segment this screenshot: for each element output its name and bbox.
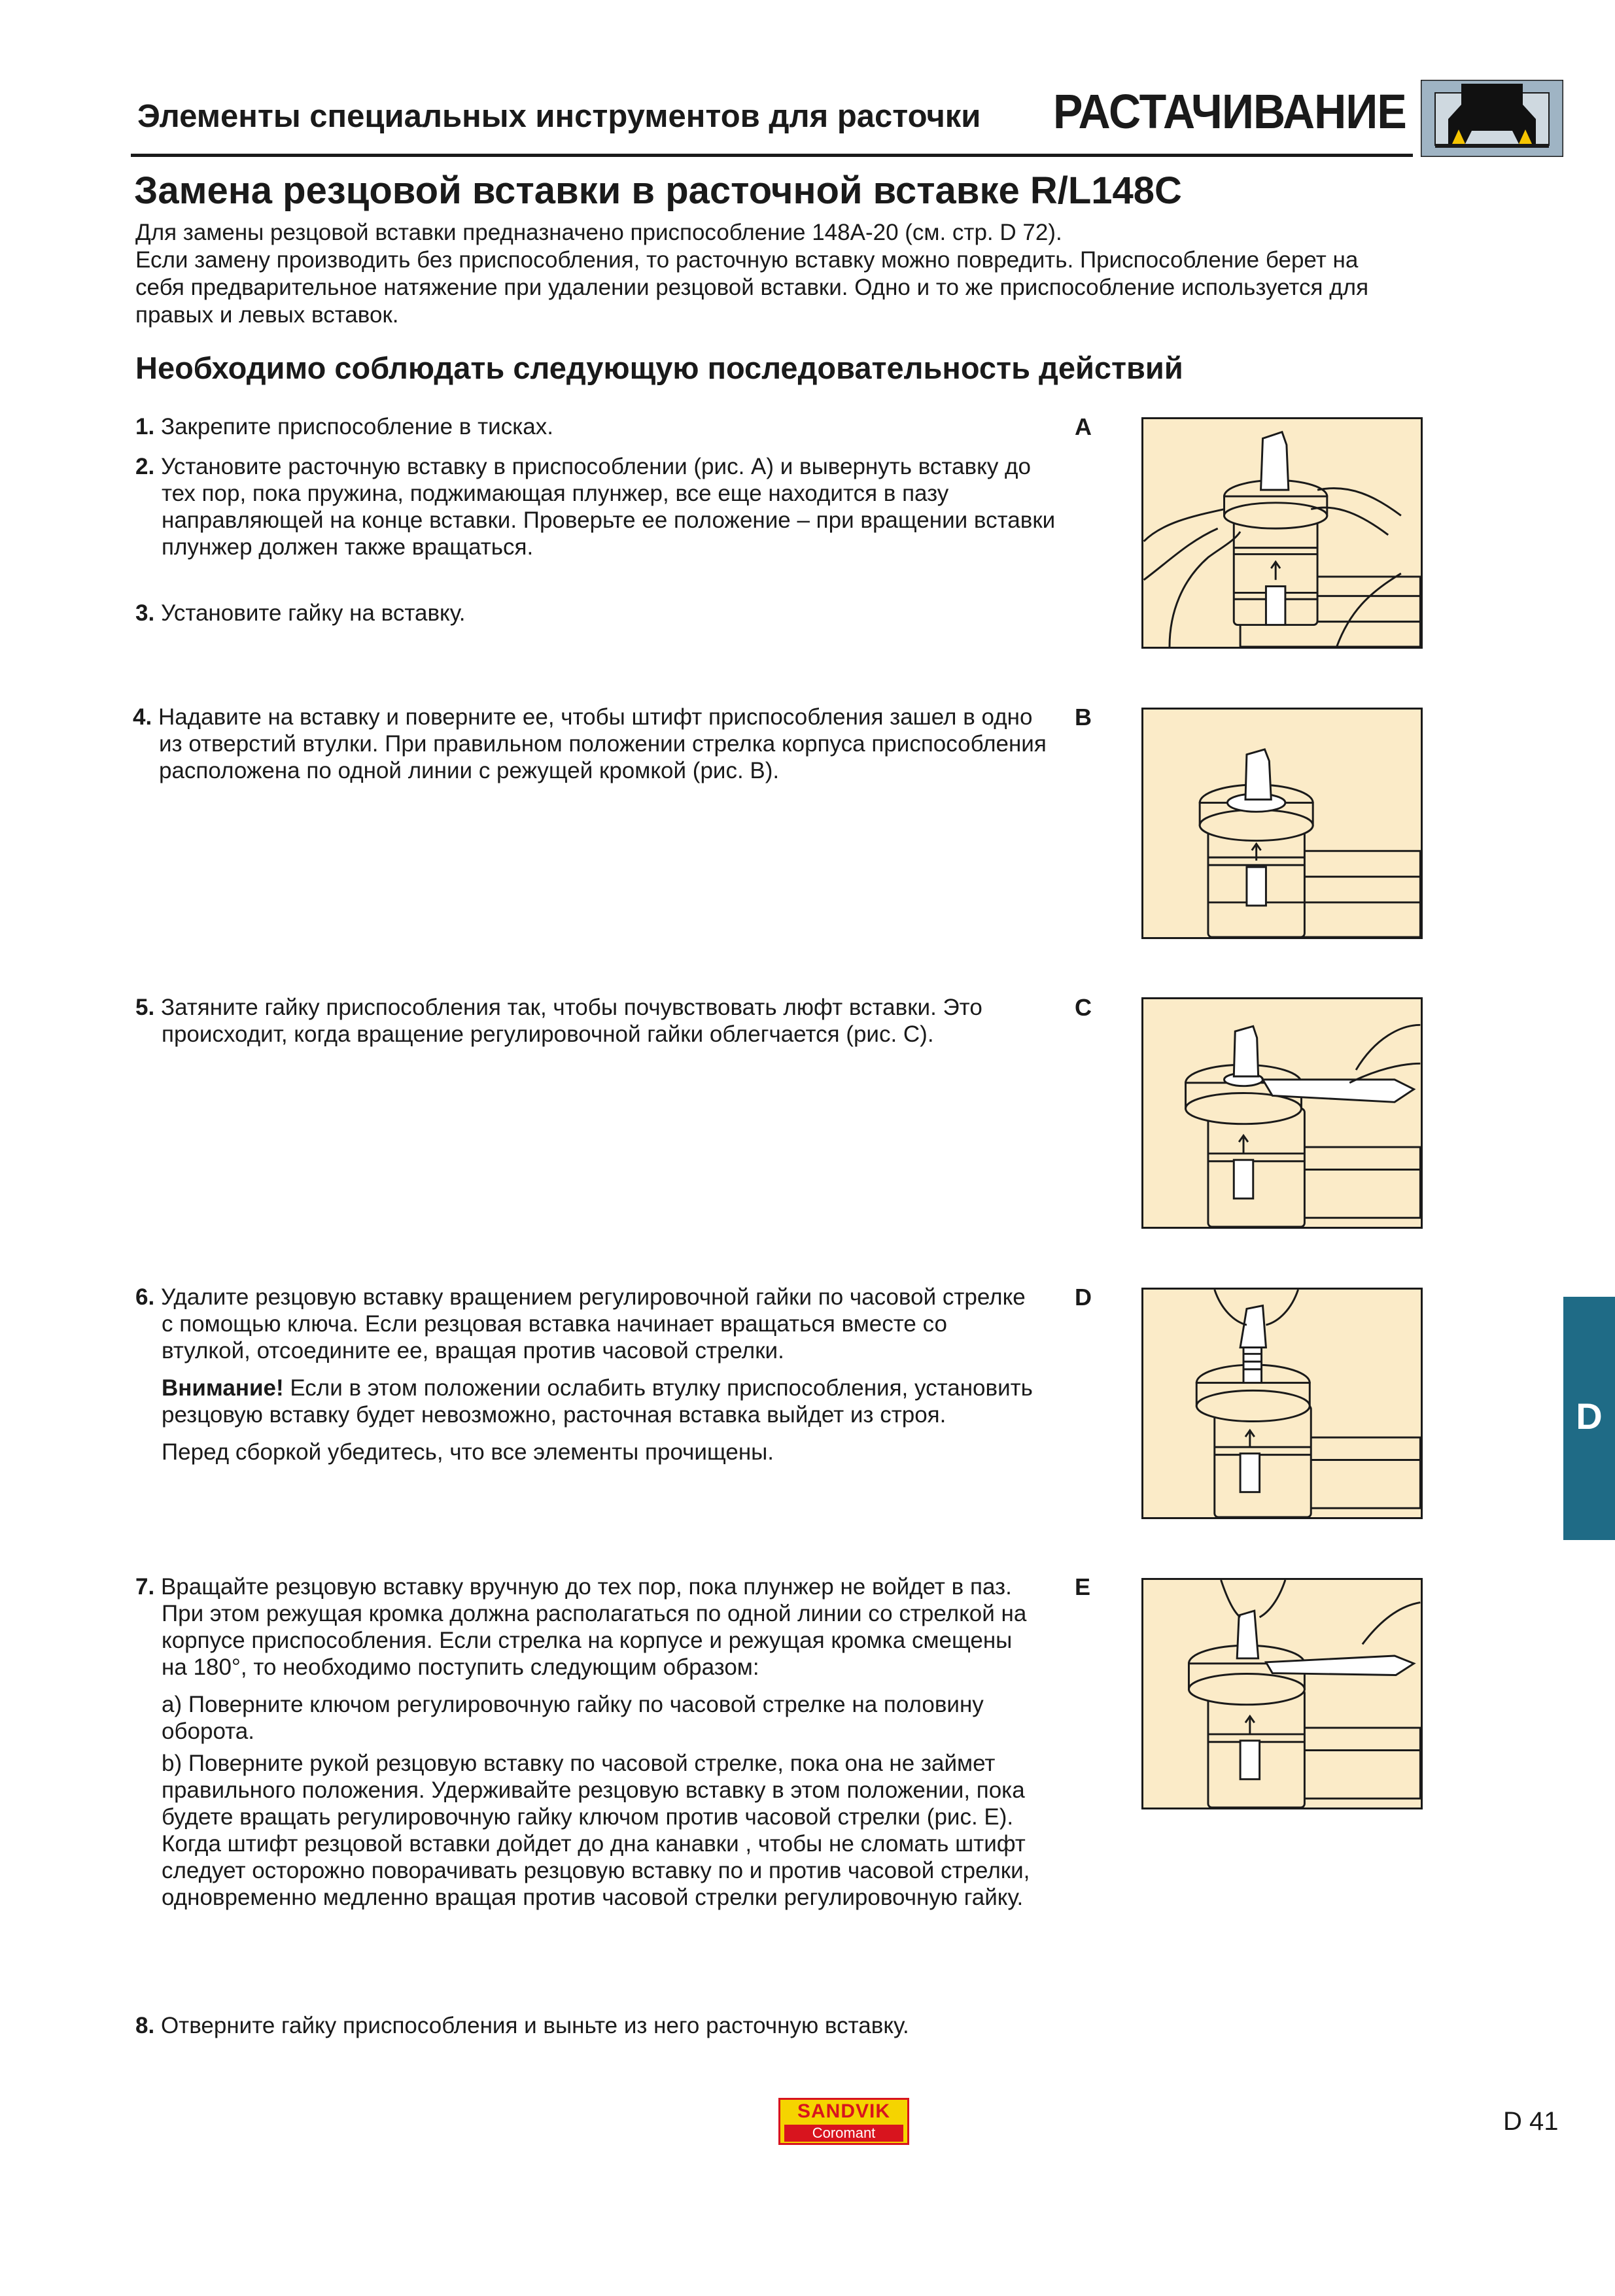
step-number: 6. — [135, 1284, 155, 1310]
step-4 — [133, 704, 1062, 784]
warning-text: Если в этом положении ослабить втулку приспособления, установить резцовую вставку будет невозможно, расточная вставка выйдет из строя. — [162, 1375, 1033, 1428]
step-text: Установите расточную вставку в приспособлении (рис. А) и вывернуть вставку до тех пор, пока пружина, поджимающая плунжер, все еще находится в пазу направляющей на конце вставки. Проверьте ее положение – при вращении вставки плунжер должен также вращаться. — [160, 454, 1056, 560]
step-number: 7. — [135, 1574, 155, 1600]
sequence-heading: Необходимо соблюдать следующую последовательность действий — [135, 351, 1183, 385]
step-number: 3. — [135, 600, 155, 626]
step-text: Вращайте резцовую вставку вручную до тех пор, пока плунжер не войдет в паз. При этом режущая кромка должна располагаться по одной линии со стрелкой на корпусе приспособления. Если стрелка на корпусе и режущая кромка смещены на 180°, то необходимо поступить следующим образом: — [160, 1574, 1027, 1680]
intro-line: Для замены резцовой вставки предназначено приспособление 148А-20 (см. стр. D 72). — [135, 220, 1062, 245]
header-rule — [131, 154, 1413, 157]
step-number: 8. — [135, 2013, 155, 2038]
step-1 — [135, 413, 1064, 440]
step-6 — [135, 1284, 1038, 1465]
figure-label-e: E — [1075, 1573, 1091, 1600]
brand-sub: Coromant — [784, 2125, 903, 2142]
figure-label-d: D — [1075, 1284, 1092, 1311]
figure-b-illustration — [1141, 708, 1423, 939]
step-text: Затяните гайку приспособления так, чтобы почувствовать люфт вставки. Это происходит, когда вращение регулировочной гайки облегчается (рис. С). — [160, 995, 982, 1047]
step-7 — [135, 1573, 1038, 1911]
figure-label-a: A — [1075, 413, 1092, 440]
intro-paragraph: Если замену производить без приспособления, то расточную вставку можно повредить. Приспособление берет на себя предварительное натяжение при удалении резцовой вставки. Одно и то же приспособление используется для правых и левых вставок. — [135, 247, 1369, 328]
step-3 — [135, 600, 1064, 626]
warning-label: Внимание! — [162, 1375, 284, 1401]
figure-e-illustration — [1141, 1578, 1423, 1809]
section-title: РАСТАЧИВАНИЕ — [1053, 84, 1406, 139]
step-text: Удалите резцовую вставку вращением регулировочной гайки по часовой стрелке с помощью ключа. Если резцовая вставка начинает вращаться вместе со втулкой, отсоедините ее, вращая против часовой стрелки. — [160, 1284, 1026, 1363]
brand-name: SANDVIK — [797, 2100, 890, 2122]
warning-paragraph — [135, 1375, 1038, 1428]
figure-label-b: B — [1075, 704, 1092, 730]
section-tab — [1563, 1297, 1615, 1540]
step-8 — [135, 2012, 1064, 2039]
section-subtitle: Элементы специальных инструментов для расточки — [137, 99, 981, 134]
step-note: Перед сборкой убедитесь, что все элементы прочищены. — [162, 1439, 774, 1465]
step-number: 4. — [133, 704, 152, 730]
step-text: Закрепите приспособление в тисках. — [160, 414, 553, 439]
figure-c-illustration — [1141, 997, 1423, 1229]
step-number: 1. — [135, 414, 155, 439]
figure-a-illustration — [1141, 417, 1423, 649]
step-5 — [135, 994, 1064, 1048]
step-text: Отверните гайку приспособления и выньте из него расточную вставку. — [160, 2013, 909, 2038]
page-title: Замена резцовой вставки в расточной вставке R/L148C — [134, 169, 1182, 212]
step-number: 5. — [135, 995, 155, 1020]
intro-text — [135, 219, 1378, 329]
step-2 — [135, 453, 1064, 560]
sandvik-logo — [778, 2098, 909, 2145]
step-text: Установите гайку на вставку. — [160, 600, 466, 626]
figure-label-c: C — [1075, 994, 1092, 1021]
section-tab-label: D — [1576, 1396, 1603, 1437]
step-text: Надавите на вставку и поверните ее, чтобы штифт приспособления зашел в одно из отверстий втулки. При правильном положении стрелка корпуса приспособления расположена по одной линии с режущей кромкой (рис. В). — [158, 704, 1047, 783]
sub-step-b: b) Поверните рукой резцовую вставку по часовой стрелке, пока она не займет правильного положения. Удерживайте резцовую вставку в этом положении, пока будете вращать регулировочную гайку ключом против часовой стрелки (рис. Е). Когда штифт резцовой вставки дойдет до дна канавки , чтобы не сломать штифт следует осторожно поворачивать резцовую вставку по и против часовой стрелки, одновременно медленно вращая против часовой стрелки регулировочную гайку. — [162, 1751, 1030, 1910]
figure-d-illustration — [1141, 1288, 1423, 1519]
step-number: 2. — [135, 454, 155, 479]
page-number: D 41 — [1503, 2107, 1559, 2136]
boring-tool-icon — [1421, 80, 1563, 157]
sub-step-a: a) Поверните ключом регулировочную гайку по часовой стрелке на половину оборота. — [162, 1692, 984, 1744]
